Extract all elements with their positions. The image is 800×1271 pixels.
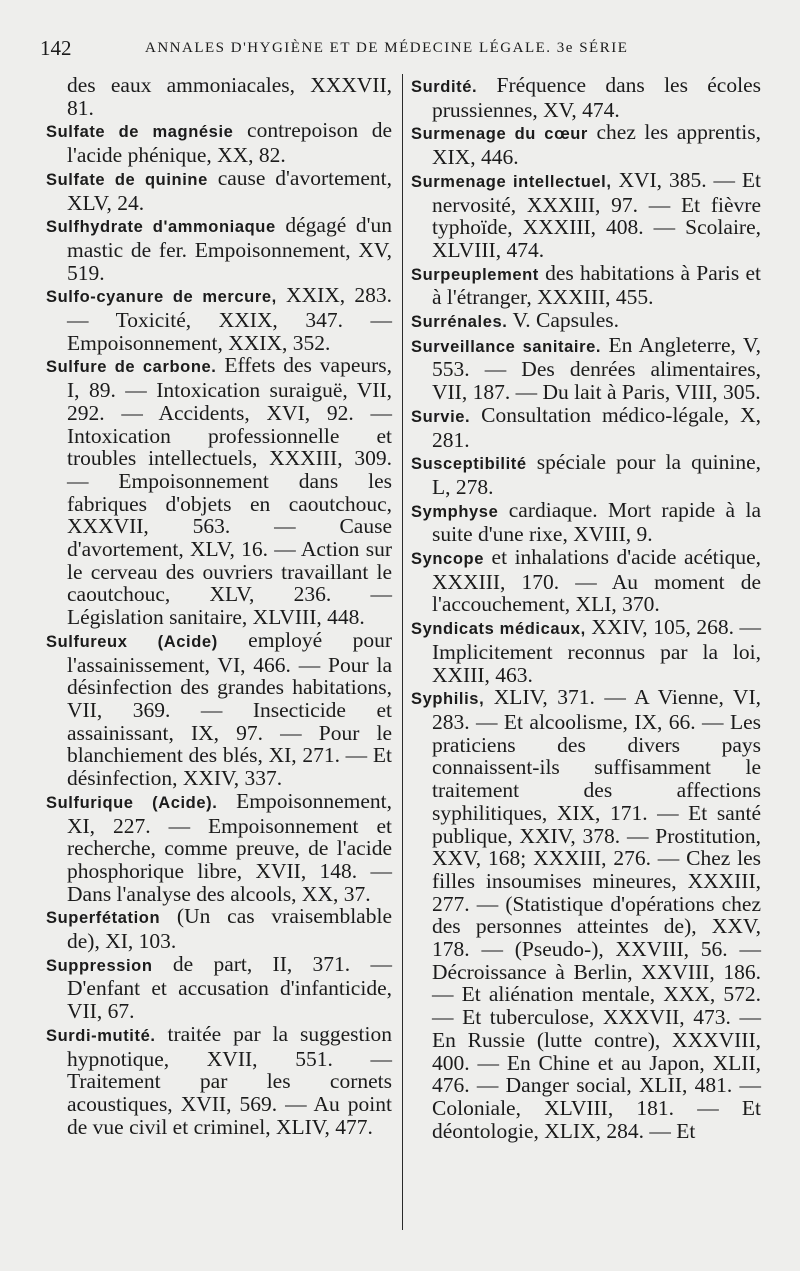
entry-text: Empoisonnement, XI, 227. — Empoisonnement et recherche, comme preuve, de l'acide phosphorique libre, XVII, 148. — Dans l'analyse des alcools, XX, 37.: [67, 788, 392, 906]
entry-text: cardiaque. Mort rapide à la suite d'une rixe, XVIII, 9.: [432, 497, 761, 547]
entry-text: employé pour l'assainissement, VI, 466. — Pour la désinfection des grandes habitations, VII, 369. — Insecticide et assainissant, IX, 97. — Pour le blanchiement des blés, XI, 271. — Et désinfection, XXIV, 337.: [67, 627, 392, 791]
entry-heading: Surmenage du cœur: [411, 125, 588, 144]
entry-heading: Sulfo-cyanure de mercure,: [46, 288, 277, 307]
entry-heading: Surdi-mutité.: [46, 1026, 156, 1045]
entry-heading: Survie.: [411, 407, 471, 426]
entry-text: V. Capsules.: [507, 308, 619, 333]
index-entry: [411, 404, 761, 451]
index-entry: [46, 953, 392, 1023]
index-entry: [411, 169, 761, 262]
entry-text: spéciale pour la quinine, L, 278.: [432, 450, 761, 499]
index-entry: [46, 790, 392, 906]
entry-heading: Suppression: [46, 956, 153, 975]
entry-heading: Susceptibilité: [411, 455, 527, 474]
index-entry: [46, 905, 392, 952]
right-column: [411, 74, 761, 1142]
index-entry: [411, 334, 761, 404]
index-entry: [411, 309, 761, 334]
running-title: ANNALES D'HYGIÈNE ET DE MÉDECINE LÉGALE. 3e SÉRIE: [145, 40, 629, 56]
entry-heading: Surrénales.: [411, 313, 508, 332]
entry-heading: Syphilis,: [411, 690, 485, 709]
index-entry: [46, 74, 392, 119]
index-entry: [411, 499, 761, 546]
page-number: 142: [40, 36, 72, 60]
index-entry: [46, 214, 392, 284]
entry-text: XVI, 385. — Et nervosité, XXXIII, 97. — Et fièvre typhoïde, XXXIII, 408. — Scolaire, XLVIII, 474.: [432, 167, 761, 262]
entry-heading: Surdité.: [411, 78, 478, 96]
entry-heading: Surmenage intellectuel,: [411, 172, 612, 191]
entry-text: contrepoison de l'acide phénique, XX, 82.: [67, 118, 392, 168]
entry-text: et inhalations d'acide acétique, XXXIII, 170. — Au moment de l'accouchement, XLI, 370.: [432, 545, 761, 617]
index-entry: [411, 262, 761, 309]
page-header: [40, 36, 770, 60]
entry-text: En Angleterre, V, 553. — Des denrées alimentaires, VII, 187. — Du lait à Paris, VIII, 305.: [432, 332, 761, 405]
entry-text: traitée par la suggestion hypnotique, XVII, 551. — Traitement par les cornets acoustiques, XVII, 569. — Au point de vue civil et criminel, XLIV, 477.: [67, 1021, 392, 1139]
entry-text: Fréquence dans les écoles prussiennes, XV, 474.: [432, 73, 761, 122]
entry-heading: Surpeuplement: [411, 265, 539, 284]
entry-heading: Sulfureux (Acide): [46, 632, 218, 651]
entry-text: Consultation médico-légale, X, 281.: [432, 402, 761, 452]
entry-heading: Surveillance sanitaire.: [411, 337, 602, 356]
index-entry: [411, 451, 761, 498]
entry-text: XLIV, 371. — A Vienne, VI, 283. — Et alcoolisme, IX, 66. — Les praticiens des divers pays connaissent-ils suffisamment le traitement des affections syphilitiques, XIX, 171. — Et santé publique, XXIV, 378. — Prostitution, XXV, 168; XXXIII, 276. — Chez les filles insoumises mineures, XXXIII, 277. — (Statistique d'opérations chez des personnes atteintes de), XXV, 178. — (Pseudo-), XXVIII, 56. — Décroissance à Berlin, XXVIII, 186. — Et aliénation mentale, XXX, 572. — Et tuberculose, XXXVII, 473. — En Russie (lutte contre), XXXVIII, 400. — En Chine et au Japon, XLII, 476. — Danger social, XLII, 481. — Coloniale, XLVIII, 181. — Et déontologie, XLIX, 284. — Et: [432, 685, 761, 1143]
entry-text: des habitations à Paris et à l'étranger, XXXIII, 455.: [432, 260, 761, 310]
entry-text: cause d'avortement, XLV, 24.: [67, 165, 392, 215]
index-entry: [411, 121, 761, 168]
entry-heading: Symphyse: [411, 502, 499, 521]
left-column: [46, 74, 392, 1138]
entry-heading: Sulfhydrate d'ammoniaque: [46, 218, 276, 237]
entry-heading: Sulfate de magnésie: [46, 123, 234, 142]
index-entry: [411, 74, 761, 121]
entry-heading: Sulfure de carbone.: [46, 358, 217, 377]
entry-text: dégagé d'un mastic de fer. Empoisonnement, XV, 519.: [67, 213, 392, 285]
index-entry: [46, 167, 392, 214]
entry-text: (Un cas vraisemblable de), XI, 103.: [67, 904, 392, 954]
index-entry: [46, 1023, 392, 1139]
index-entry: [411, 616, 761, 686]
entry-text: de part, II, 371. — D'enfant et accusation d'infanticide, VII, 67.: [67, 951, 392, 1024]
index-entry: [411, 546, 761, 616]
entry-heading: Syndicats médicaux,: [411, 620, 586, 639]
entry-text: chez les apprentis, XIX, 446.: [432, 120, 761, 170]
entry-heading: Superfétation: [46, 909, 161, 928]
entry-text: Effets des vapeurs, I, 89. — Intoxication suraiguë, VII, 292. — Accidents, XVI, 92. — Intoxication professionnelle et troubles intellectuels, XXXIII, 309. — Empoisonnement dans les fabriques d'objets en caoutchouc, XXXVII, 563. — Cause d'avortement, XLV, 16. — Action sur le cerveau des ouvriers travaillant le caoutchouc, XLV, 236. — Législation sanitaire, XLVIII, 448.: [67, 353, 393, 630]
index-entry: [46, 284, 392, 354]
entry-heading: Syncope: [411, 550, 484, 569]
entry-text: XXIX, 283. — Toxicité, XXIX, 347. — Empoisonnement, XXIX, 352.: [67, 283, 392, 355]
index-entry: [46, 354, 392, 628]
entry-heading: Sulfurique (Acide).: [46, 793, 218, 812]
index-entry: [46, 629, 392, 790]
entry-heading: Sulfate de quinine: [46, 170, 208, 189]
entry-text: des eaux ammoniacales, XXXVII, 81.: [67, 73, 392, 120]
index-entry: [411, 686, 761, 1142]
entry-text: XXIV, 105, 268. — Implicitement reconnus par la loi, XXIII, 463.: [432, 615, 762, 687]
index-entry: [46, 119, 392, 166]
column-divider: [402, 74, 403, 1230]
